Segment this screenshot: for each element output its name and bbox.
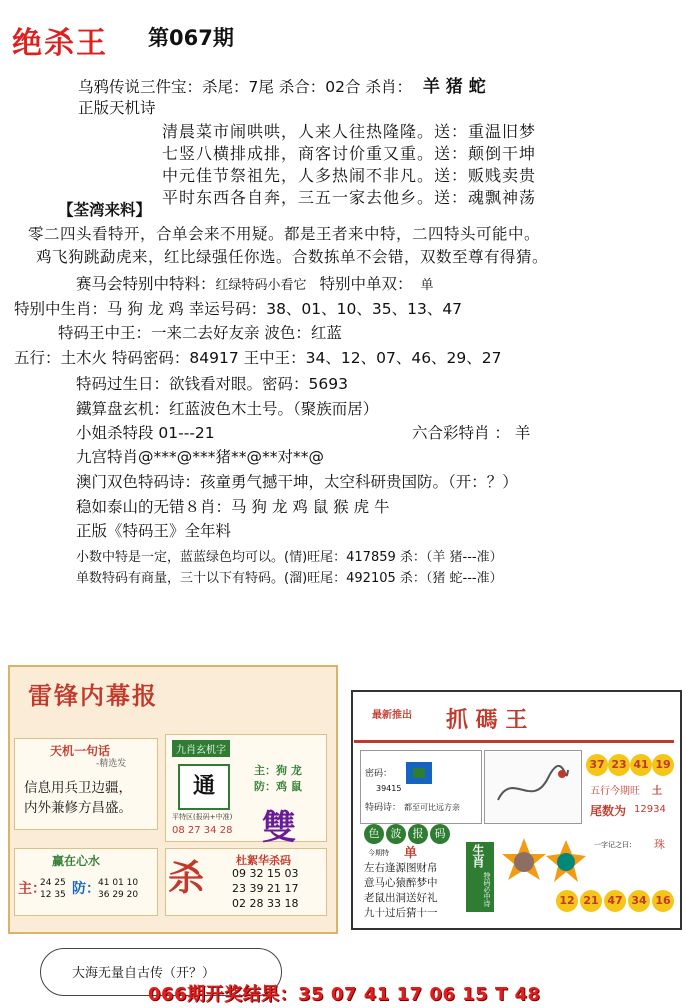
logo-title: 绝杀王: [12, 26, 108, 61]
right-tag: 最新推出: [372, 710, 412, 721]
tag-circle: 码: [430, 824, 450, 844]
heaven-box-sub: -精选发: [96, 759, 127, 769]
paragraph-line: 鸡飞狗跳勐虎来，红比绿强任你选。合数拣单不会错，双数至尊有得猜。: [36, 248, 549, 266]
tail-value: 12934: [634, 804, 666, 815]
kill-label: 乌鸦传说三件宝：杀尾：7尾 杀合：02合 杀肖：: [78, 78, 412, 96]
row-king: 特码王中王：一来二去好友亲 波色：红蓝: [58, 324, 342, 342]
poem-line: 清晨菜市闹哄哄，人来人往热隆隆。送：重温旧梦: [162, 122, 537, 141]
row-zodiac-lucky: 特别中生肖：马 狗 龙 鸡 幸运号码：38、01、10、35、13、47: [14, 300, 463, 318]
heaven-box-title: 天机一句话: [50, 744, 111, 758]
poem-title: 正版天机诗: [78, 99, 156, 117]
verse-line: 老鼠出洞送好礼: [364, 892, 438, 904]
win-main-1: 24 25: [40, 878, 66, 888]
bottom-ball: 47: [604, 890, 626, 912]
flat-special-numbers: 08 27 34 28: [172, 825, 233, 836]
tag-circle: 色: [364, 824, 384, 844]
nine-zodiac-main: 主：狗 龙: [254, 764, 302, 777]
bottom-ball: 34: [628, 890, 650, 912]
one-word-value: 珠: [654, 838, 665, 851]
row-annual: 正版《特码王》全年料: [76, 522, 232, 540]
tail-label: 尾数为: [590, 804, 627, 818]
poem-line: 平时东西各自奔，三五一家去他乡。送：魂飘神荡: [162, 188, 537, 207]
top-ball: 19: [652, 754, 674, 776]
verse-line: 九十过后猜十一: [364, 907, 438, 919]
top-ball: 23: [608, 754, 630, 776]
row-kill-range: 小姐杀特段 01---21: [76, 424, 215, 442]
row-eight-zodiac: 稳如泰山的无错８肖：马 狗 龙 鸡 鼠 猴 虎 牛: [76, 498, 390, 516]
win-box-title: 赢在心水: [52, 854, 101, 868]
color-value: 单: [404, 846, 418, 861]
color-label: 今期特: [368, 849, 389, 857]
row-odd-number: 单数特码有商量，三十以下有特码。(溜)旺尾：492105 杀：（猪 蛇---准）: [76, 571, 503, 586]
dragon-icon: [492, 760, 572, 812]
left-panel-title: 雷锋内幕报: [28, 681, 158, 710]
row-small-number: 小数中特是一定，蓝蓝绿色均可以。(情)旺尾：417859 杀：（羊 猪---准）: [76, 550, 503, 565]
section-title: 【荃湾来料】: [58, 201, 152, 219]
tag-circle: 报: [408, 824, 428, 844]
heaven-line: 信息用兵卫边疆，: [24, 780, 132, 796]
row-value: 单: [420, 278, 434, 293]
top-ball: 37: [586, 754, 608, 776]
row-birthday: 特码过生日：欲钱看对眼。密码：5693: [76, 375, 348, 393]
row-macau-poem: 澳门双色特码诗：孩童勇气撼干坤，太空科研贵国防。（开：？）: [76, 473, 518, 491]
du-box-title: 杜絮华杀码: [236, 854, 291, 867]
bottom-ball: 21: [580, 890, 602, 912]
du-row: 02 28 33 18: [232, 897, 299, 910]
nine-zodiac-title: 九肖玄机字: [172, 740, 230, 757]
logo-icon-inner: [413, 768, 425, 778]
nine-zodiac-guard: 防：鸡 鼠: [254, 780, 302, 793]
bottom-ball: 16: [652, 890, 674, 912]
keyword-char: 通: [178, 764, 230, 810]
win-guard-1: 41 01 10: [98, 878, 139, 888]
row-five-elements: 五行：土木火 特码密码：84917 王中王：34、12、07、46、29、27: [14, 349, 502, 367]
kill-animals: 羊 猪 蛇: [422, 77, 486, 97]
code-value: 39415: [376, 784, 402, 793]
zodiac-strip-sub: 特码必中诗: [483, 872, 491, 907]
win-main-2: 12 35: [40, 890, 66, 900]
top-ball: 41: [630, 754, 652, 776]
verse-line: 意马心猿醉梦中: [364, 877, 438, 889]
row-value: 红绿特码小看它: [215, 278, 307, 293]
verse-line: 左右逢源图财帛: [364, 862, 438, 874]
zodiac-strip-title: 生肖: [471, 844, 485, 868]
monkey-dragon-icon: [500, 834, 590, 892]
poem-text: 都至可比远方亲: [404, 803, 460, 812]
cloud-text: 大海无量自古传（开？）: [72, 966, 216, 981]
issue-number: 第067期: [148, 26, 234, 50]
code-label: 密码：: [365, 769, 393, 779]
win-guard-label: 防：: [72, 881, 100, 897]
row-label: 赛马会特别中特料：: [76, 275, 216, 293]
double-char: 雙: [262, 808, 296, 848]
kill-line: [78, 72, 486, 97]
row-label: 特别中单双：: [319, 275, 413, 293]
paragraph-line: 零二四头看特开，合单会来不用疑。都是王者来中特，二四特头可能中。: [28, 225, 541, 243]
win-guard-2: 36 29 20: [98, 890, 139, 900]
flat-special-label: 平特区(报码+中准): [172, 813, 233, 821]
row-lhc: 六合彩特肖 ： 羊: [412, 424, 531, 442]
du-row: 09 32 15 03: [232, 867, 299, 880]
row-nine-palace: 九宫特肖@***@***猪**@**对**@: [76, 448, 325, 466]
row-abacus: 鐵算盘玄机：红蓝波色木土号。（聚族而居）: [76, 400, 379, 418]
poem-label: 特码诗：: [365, 803, 402, 813]
heaven-line: 内外兼修方昌盛。: [24, 800, 132, 816]
du-row: 23 39 21 17: [232, 882, 299, 895]
bottom-ball: 12: [556, 890, 578, 912]
row-special-material: [76, 272, 434, 294]
wuxing-label: 五行今期旺: [590, 786, 640, 797]
right-title: 抓 碼 王: [446, 707, 528, 733]
poem-line: 七竖八横排成排，商客讨价重又重。送：颠倒干坤: [162, 144, 537, 163]
tag-circle: 波: [386, 824, 406, 844]
poem-line: 中元佳节祭祖先，人多热闹不非凡。送：贩贱卖贵: [162, 166, 537, 185]
win-main-label: 主：: [18, 881, 46, 897]
kill-char: 杀: [168, 858, 205, 899]
one-word-label: 一字记之曰：: [594, 841, 636, 849]
draw-result: 066期开奖结果：35 07 41 17 06 15 T 48: [148, 984, 541, 1005]
wuxing-value: 土: [652, 786, 662, 797]
